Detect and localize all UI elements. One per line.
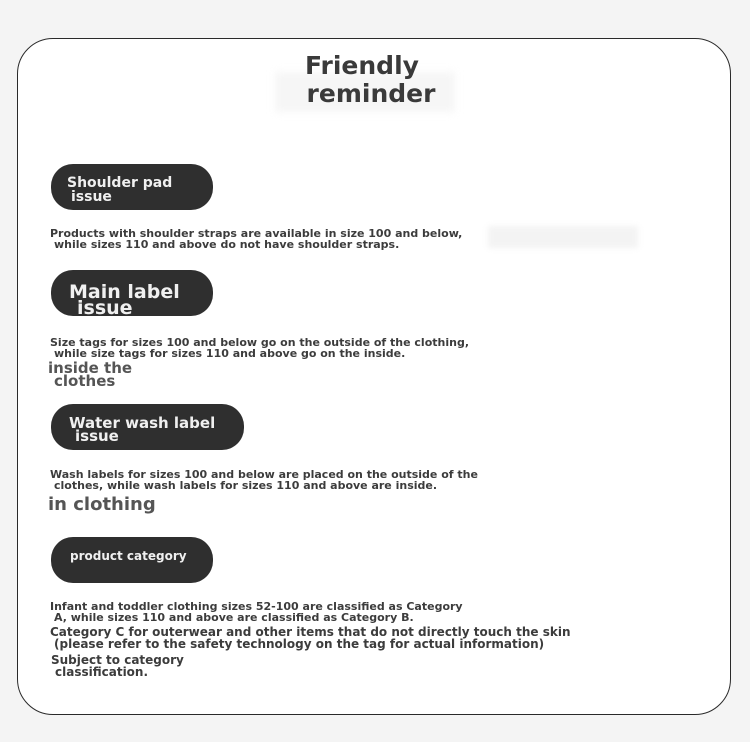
- water-wash-label-pill: [51, 404, 244, 450]
- water-wash-note: [48, 495, 156, 515]
- water-wash-description: [50, 469, 478, 491]
- desc-line: Products with shoulder straps are available in size 100 and below,: [50, 227, 463, 240]
- shoulder-pad-pill: [51, 164, 213, 210]
- desc-line: clothes, while wash labels for sizes 110 and above are inside.: [54, 479, 438, 492]
- product-category-description: [50, 601, 463, 623]
- pill-label-sub: issue: [77, 297, 133, 319]
- pill-label: product category: [70, 549, 187, 563]
- desc-line: Category C for outerwear and other items that do not directly touch the skin: [50, 625, 571, 639]
- pill-label-sub: issue: [71, 189, 112, 205]
- page-title: [262, 52, 462, 108]
- desc-line: while size tags for sizes 110 and above go on the inside.: [54, 347, 406, 360]
- pill-label-sub: issue: [75, 427, 119, 445]
- note-line: in clothing: [48, 494, 156, 515]
- desc-line: while sizes 110 and above do not have shoulder straps.: [54, 238, 400, 251]
- note-line: clothes: [54, 372, 116, 390]
- main-label-note: [48, 359, 133, 390]
- pill-label: Main label: [69, 281, 180, 303]
- title-line-2: reminder: [306, 79, 436, 108]
- desc-line: classification.: [55, 665, 149, 679]
- desc-line: Size tags for sizes 100 and below go on the outside of the clothing,: [50, 336, 470, 349]
- pill-label: Water wash label: [69, 414, 216, 432]
- product-category-pill: [51, 537, 213, 583]
- pill-label: Shoulder pad: [67, 175, 173, 191]
- desc-line: A, while sizes 110 and above are classified as Category B.: [54, 611, 414, 624]
- subject-to-category-note: [51, 654, 184, 678]
- shoulder-pad-description: [50, 228, 462, 250]
- note-line: inside the: [48, 359, 133, 377]
- desc-line: Subject to category: [51, 653, 184, 667]
- main-label-description: [50, 337, 469, 359]
- main-label-pill: [51, 270, 213, 319]
- desc-line: Infant and toddler clothing sizes 52-100 are classified as Category: [50, 600, 463, 613]
- decorative-blur: [488, 226, 638, 248]
- category-c-note: [50, 626, 571, 650]
- title-line-1: Friendly: [305, 51, 419, 80]
- desc-line: Wash labels for sizes 100 and below are placed on the outside of the: [50, 468, 478, 481]
- desc-line: (please refer to the safety technology on the tag for actual information): [54, 637, 545, 651]
